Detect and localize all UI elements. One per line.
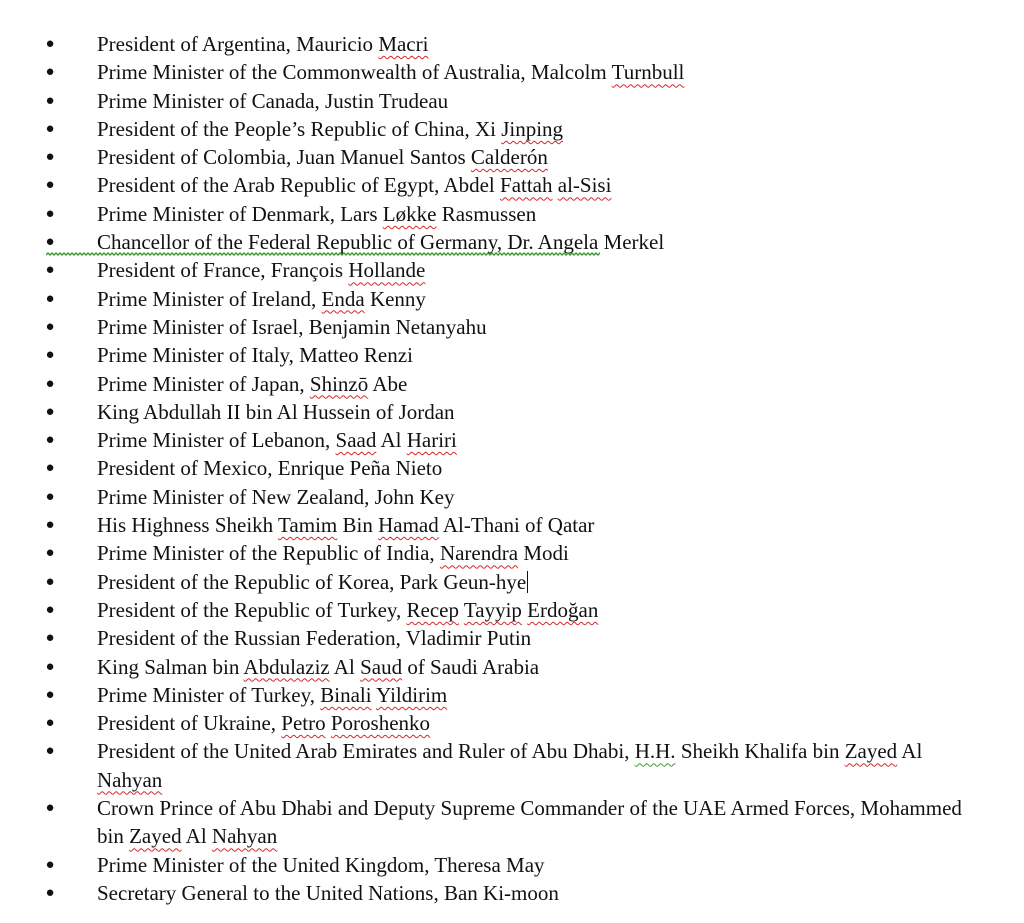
spelling-flagged-word: Turnbull [611, 60, 685, 85]
text-segment: President of the Arab Republic of Egypt, Abdel [97, 173, 501, 198]
list-item [0, 624, 1024, 652]
bullet-icon: ● [45, 743, 55, 760]
bullet-icon: ● [45, 686, 55, 703]
list-item [0, 256, 1024, 284]
list-item-text[interactable] [97, 258, 425, 282]
text-segment: Modi [518, 541, 569, 566]
text-segment: President of the Russian Federation, Vladimir Putin [97, 626, 532, 651]
spelling-flagged-word: Zayed [129, 824, 182, 849]
list-item [0, 483, 1024, 511]
list-item-text[interactable] [97, 683, 447, 707]
text-segment: Prime Minister of the United Kingdom, Theresa May [97, 852, 545, 877]
text-segment: President of the United Arab Emirates and Ruler of Abu Dhabi, [97, 739, 635, 764]
spelling-flagged-word: Fattah [500, 173, 553, 198]
text-segment: Prime Minister of Turkey, [97, 682, 321, 707]
spelling-flagged-word: Jinping [501, 116, 564, 141]
list-item-text[interactable] [97, 230, 664, 254]
text-segment: President of Colombia, Juan Manuel Santos [97, 145, 471, 170]
spelling-flagged-word: Løkke [382, 201, 437, 226]
bullet-icon: ● [45, 149, 55, 166]
list-item [0, 737, 1024, 794]
list-item-text[interactable] [97, 541, 569, 565]
list-item [0, 285, 1024, 313]
text-segment: President of the Republic of Korea, Park Geun-hye [97, 569, 527, 594]
bullet-icon: ● [45, 545, 55, 562]
spelling-flagged-word: Narendra [439, 541, 519, 566]
bullet-icon: ● [45, 403, 55, 420]
text-segment: President of Mexico, Enrique Peña Nieto [97, 456, 443, 481]
spelling-flagged-word: Nahyan [97, 767, 163, 792]
spelling-flagged-word: Nahyan [211, 824, 278, 849]
list-item-text[interactable] [97, 456, 442, 480]
bullet-icon: ● [45, 630, 55, 647]
text-segment: Sheikh Khalifa bin [675, 739, 845, 764]
list-item [0, 794, 1024, 851]
list-item-text[interactable] [97, 428, 457, 452]
bullet-icon: ● [45, 205, 55, 222]
text-segment: President of France, François [97, 258, 349, 283]
bullet-icon: ● [45, 460, 55, 477]
spelling-flagged-word: Hariri [406, 428, 457, 453]
list-item-text[interactable] [97, 117, 563, 141]
list-item-text[interactable] [97, 202, 536, 226]
list-item [0, 370, 1024, 398]
bullet-icon: ● [45, 884, 55, 901]
text-segment: Prime Minister of Ireland, [97, 286, 322, 311]
list-item [0, 341, 1024, 369]
bullet-icon: ● [45, 262, 55, 279]
list-item [0, 454, 1024, 482]
list-item [0, 511, 1024, 539]
list-item-text[interactable] [97, 372, 407, 396]
list-item [0, 653, 1024, 681]
spelling-flagged-word: Calderón [470, 145, 548, 170]
list-item [0, 681, 1024, 709]
grammar-flagged-word: H.H. [634, 739, 676, 764]
spelling-flagged-word: Shinzō [309, 371, 369, 396]
bullet-icon: ● [45, 36, 55, 52]
text-segment: Prime Minister of Japan, [97, 371, 310, 396]
bullet-icon: ● [45, 375, 55, 392]
list-item [0, 568, 1024, 596]
bullet-icon: ● [45, 234, 55, 251]
list-item-text[interactable] [97, 60, 684, 84]
spelling-flagged-word: Enda [321, 286, 365, 311]
text-cursor [527, 571, 528, 593]
list-item-text[interactable] [97, 570, 528, 594]
text-segment: Prime Minister of Israel, Benjamin Netanyahu [97, 314, 487, 339]
list-item-text[interactable] [97, 173, 611, 197]
list-item [0, 115, 1024, 143]
list-item [0, 87, 1024, 115]
bullet-icon: ● [45, 488, 55, 505]
bullet-icon: ● [45, 517, 55, 534]
spelling-flagged-word: Poroshenko [330, 711, 431, 736]
text-segment: Al-Thani of Qatar [438, 513, 595, 538]
bullet-icon: ● [45, 432, 55, 449]
list-item-text[interactable] [97, 513, 594, 537]
list-item-text[interactable] [97, 400, 455, 424]
list-item-text[interactable] [97, 711, 430, 735]
text-segment: King Abdullah II bin Al Hussein of Jordan [97, 399, 455, 424]
text-segment: Bin [337, 513, 379, 538]
text-segment: Prime Minister of Denmark, Lars [97, 201, 383, 226]
text-segment: Al [329, 654, 361, 679]
list-item [0, 171, 1024, 199]
spelling-flagged-word: Hamad [378, 513, 439, 538]
list-item [0, 398, 1024, 426]
document-page [0, 30, 1024, 907]
spelling-flagged-word: Abdulaziz [243, 654, 330, 679]
list-item-text[interactable] [97, 626, 531, 650]
bullet-icon: ● [45, 573, 55, 590]
text-segment: Rasmussen [436, 201, 537, 226]
list-item-text[interactable] [97, 485, 455, 509]
text-segment: King Salman bin [97, 654, 244, 679]
list-item-text[interactable] [97, 32, 428, 56]
bullet-icon: ● [45, 318, 55, 335]
text-segment: President of Argentina, Mauricio [97, 32, 379, 56]
bullet-icon: ● [45, 715, 55, 732]
text-segment: Al [376, 428, 407, 453]
text-segment: Crown Prince of Abu Dhabi and Deputy Supreme Commander of the UAE Armed Forces, Mohammed bin [97, 796, 962, 849]
spelling-flagged-word: Petro [281, 711, 326, 736]
list-item [0, 228, 1024, 256]
bullet-icon: ● [45, 92, 55, 109]
text-segment: President of the People’s Republic of China, Xi [97, 116, 502, 141]
bullet-icon: ● [45, 856, 55, 873]
list-item-text[interactable] [97, 655, 539, 679]
list-item-text[interactable] [97, 343, 413, 367]
list-item-text[interactable] [97, 287, 426, 311]
spelling-flagged-word: Saad [335, 428, 377, 453]
bulleted-list [0, 30, 1024, 907]
list-item [0, 313, 1024, 341]
list-item-text[interactable] [97, 881, 559, 905]
list-item-text[interactable] [97, 739, 922, 791]
spelling-flagged-word: Tamim [278, 513, 338, 538]
text-segment: Abe [368, 371, 408, 396]
spelling-flagged-word: al-Sisi [557, 173, 612, 198]
spelling-flagged-word: Zayed [844, 739, 898, 764]
list-item [0, 879, 1024, 907]
bullet-icon: ● [45, 177, 55, 194]
spelling-flagged-word: Recep [406, 597, 460, 622]
spelling-flagged-word: Hollande [348, 258, 426, 283]
text-segment: Kenny [364, 286, 426, 311]
bullet-icon: ● [45, 800, 55, 817]
bullet-icon: ● [45, 120, 55, 137]
text-segment: Al [897, 739, 923, 764]
spelling-flagged-word: Erdoğan [527, 597, 599, 622]
list-item-text[interactable] [97, 145, 548, 169]
bullet-icon: ● [45, 658, 55, 675]
list-item-text[interactable] [97, 315, 487, 339]
text-segment: Al [181, 824, 212, 849]
list-item-text[interactable] [97, 796, 962, 848]
text-segment: Prime Minister of the Commonwealth of Australia, Malcolm [97, 60, 612, 85]
bullet-icon: ● [45, 601, 55, 618]
list-item [0, 426, 1024, 454]
list-item [0, 596, 1024, 624]
spelling-flagged-word: Binali [320, 682, 372, 707]
bullet-icon: ● [45, 64, 55, 81]
list-item [0, 851, 1024, 879]
text-segment: Prime Minister of Lebanon, [97, 428, 336, 453]
text-segment: President of the Republic of Turkey, [97, 597, 407, 622]
list-item-text[interactable] [97, 598, 598, 622]
text-segment: Chancellor of the Federal Republic of Germany, Dr. Angela Merkel [97, 230, 665, 255]
text-segment: His Highness Sheikh [97, 513, 279, 538]
text-segment: Prime Minister of Italy, Matteo Renzi [97, 343, 413, 368]
list-item [0, 200, 1024, 228]
text-segment: Prime Minister of Canada, Justin Trudeau [97, 88, 449, 113]
list-item [0, 709, 1024, 737]
list-item-text[interactable] [97, 89, 448, 113]
text-segment: Prime Minister of the Republic of India, [97, 541, 440, 566]
bullet-icon: ● [45, 347, 55, 364]
spelling-flagged-word: Yildirim [376, 682, 448, 707]
list-item-text[interactable] [97, 853, 545, 877]
spelling-flagged-word: Tayyip [463, 597, 522, 622]
list-item [0, 58, 1024, 86]
list-item [0, 30, 1024, 58]
text-segment: Secretary General to the United Nations, Ban Ki-moon [97, 880, 559, 905]
list-item [0, 539, 1024, 567]
spelling-flagged-word: Saud [360, 654, 403, 679]
bullet-icon: ● [45, 290, 55, 307]
text-segment: of Saudi Arabia [402, 654, 540, 679]
list-item [0, 143, 1024, 171]
spelling-flagged-word: Macri [378, 32, 429, 56]
text-segment: President of Ukraine, [97, 711, 282, 736]
text-segment: Prime Minister of New Zealand, John Key [97, 484, 455, 509]
